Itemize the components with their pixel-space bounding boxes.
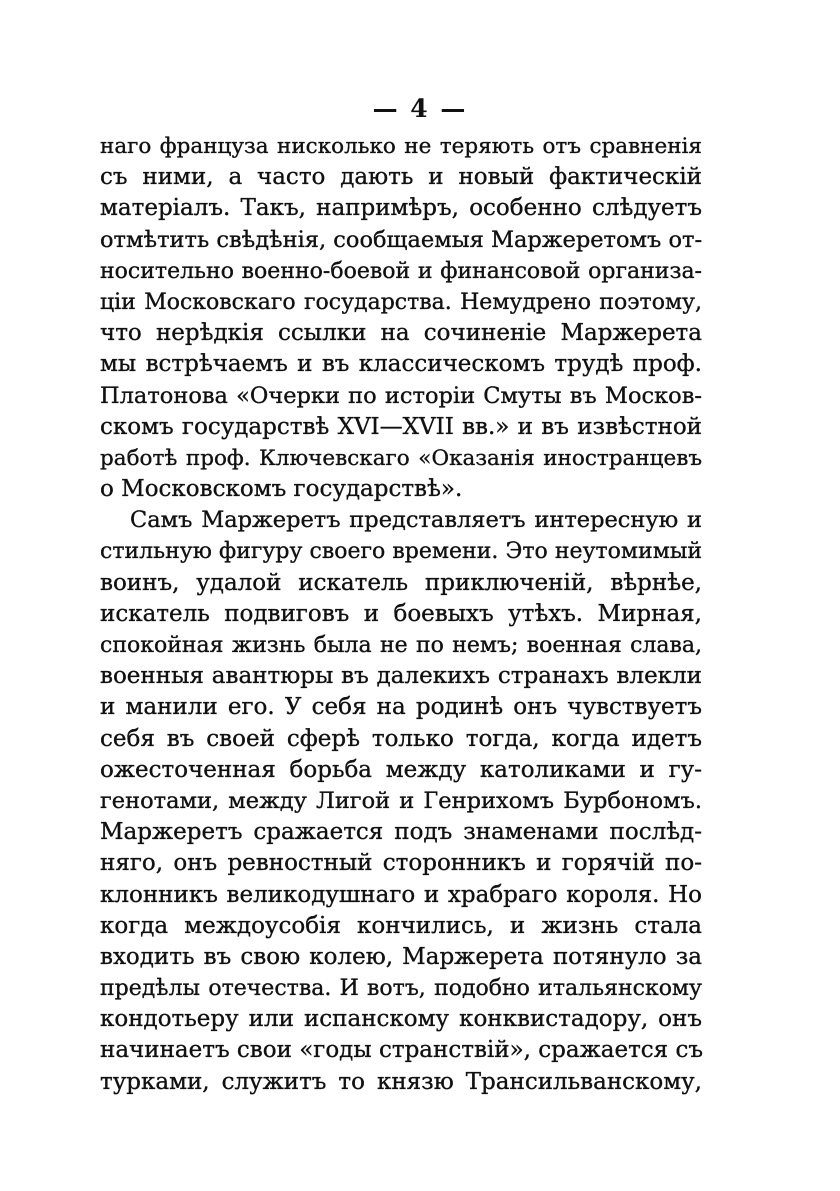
text-line: военныя авантюры въ далекихъ странахъ влекли xyxy=(100,663,702,690)
text-line: матеріалъ. Такъ, напримѣръ, особенно слѣдуетъ xyxy=(100,195,702,222)
text-line: съ ними, а часто дають и новый фактическій xyxy=(100,164,702,191)
text-line: себя въ своей сферѣ только тогда, когда идетъ xyxy=(100,725,702,752)
text-line: наго француза нисколько не теряють отъ сравненія xyxy=(100,134,702,159)
text-line: скомъ государствѣ XVI—XVII вв.» и въ извѣстной xyxy=(100,413,702,440)
text-line: отмѣтить свѣдѣнія, сообщаемыя Маржеретомъ от- xyxy=(100,226,703,253)
body-text xyxy=(100,131,702,1098)
text-line: входить въ свою колею, Маржерета потянуло за xyxy=(100,943,702,970)
text-line: и манили его. У себя на родинѣ онъ чувствуетъ xyxy=(100,694,702,721)
text-line: воинъ, удалой искатель приключеній, вѣрнѣе, xyxy=(100,569,702,596)
text-line: ожесточенная борьба между католиками и гу- xyxy=(100,756,702,783)
page-number: — 4 — xyxy=(372,94,468,123)
text-line: стильную фигуру своего времени. Это неутомимый xyxy=(100,539,702,565)
text-line: мы встрѣчаемъ и въ классическомъ трудѣ проф. xyxy=(100,351,702,378)
paragraph-2 xyxy=(100,505,702,1098)
text-line: Платонова «Очерки по исторіи Смуты въ Москов- xyxy=(100,382,702,409)
text-line: няго, онъ ревностный сторонникъ и горячій по- xyxy=(100,850,702,877)
text-line: Самъ Маржеретъ представляетъ интересную и xyxy=(130,507,702,534)
text-line: генотами, между Лигой и Генрихомъ Бурбономъ. xyxy=(100,787,702,814)
text-line: когда междоусобія кончились, и жизнь стала xyxy=(100,912,702,939)
text-line: начинаетъ свои «годы странствій», сражается съ xyxy=(100,1037,704,1064)
text-line: Маржеретъ сражается подъ знаменами послѣд- xyxy=(100,819,702,846)
text-line: носительно военно-боевой и финансовой организа- xyxy=(100,258,702,284)
text-line: кондотьеру или испанскому конквистадору, онъ xyxy=(100,1006,702,1033)
text-line: искатель подвиговъ и боевыхъ утѣхъ. Мирная, xyxy=(100,600,702,627)
text-line: что нерѣдкія ссылки на сочиненіе Маржерета xyxy=(100,320,702,347)
text-line: турками, служитъ то князю Трансильванскому, xyxy=(100,1068,702,1095)
text-line: работѣ проф. Ключевскаго «Оказанія иностранцевъ xyxy=(100,445,702,471)
paragraph-1 xyxy=(100,131,702,505)
text-line: ціи Московскаго государства. Немудрено поэтому, xyxy=(100,289,702,315)
text-line: клонникъ великодушнаго и храбраго короля. Но xyxy=(100,881,702,908)
text-line: предѣлы отечества. И вотъ, подобно итальянскому xyxy=(100,976,702,1002)
text-line: спокойная жизнь была не по немъ; военная слава, xyxy=(100,633,702,658)
text-line: о Московскомъ государствѣ». xyxy=(100,476,463,503)
